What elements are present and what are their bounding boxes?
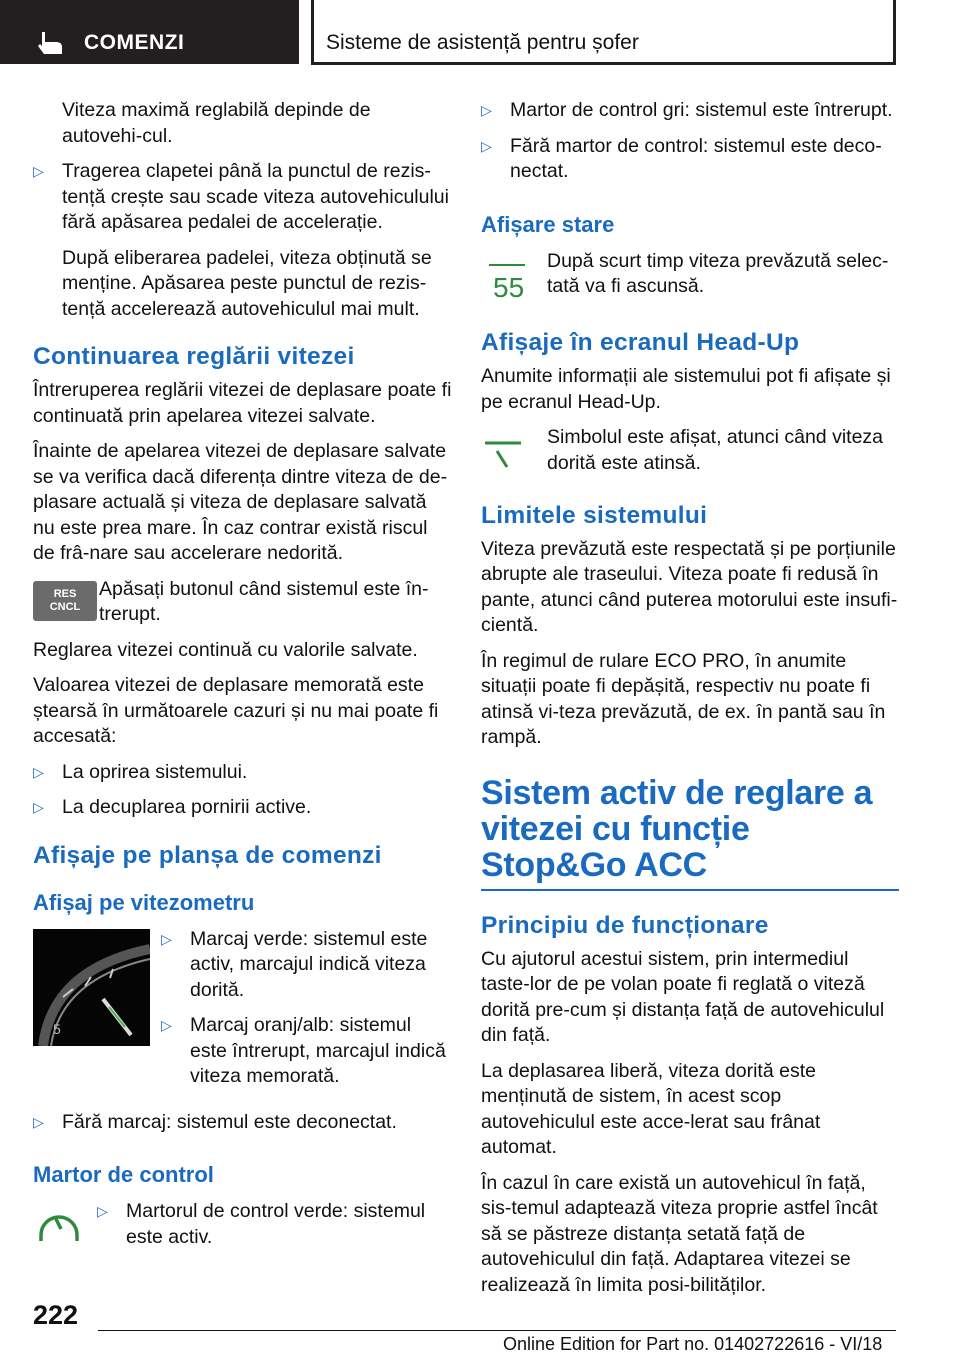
- bullet-triangle-icon: ▷: [481, 102, 492, 118]
- heading-continuare: Continuarea reglării vitezei: [33, 343, 355, 370]
- list-item: ▷ Martorul de control verde: sistemul este activ.: [97, 1200, 426, 1248]
- bullet-triangle-icon: ▷: [481, 137, 492, 154]
- paragraph: Viteza maximă reglabilă depinde de autovehi-cul.: [62, 99, 371, 147]
- icon-row-res: [33, 577, 453, 628]
- paragraph: În regimul de rulare ECO PRO, în anumite situații poate fi depășită, respectiv nu poate fi atinsă vi-teza prevăzută, de ex. în pantă sau în rampă.: [481, 649, 886, 748]
- status-description: După scurt timp viteza prevăzută selec-tată va fi ascunsă.: [547, 249, 889, 297]
- heading-stare: Afișare stare: [481, 211, 615, 237]
- svg-text:55: 55: [493, 271, 525, 301]
- paragraph: Reglarea vitezei continuă cu valorile salvate.: [33, 638, 418, 661]
- heading-martor: Martor de control: [33, 1162, 214, 1187]
- control-light-row: [33, 1199, 453, 1260]
- bullet-triangle-icon: ▷: [161, 1017, 172, 1033]
- bullet-triangle-icon: ▷: [33, 763, 44, 780]
- heading-principiu: Principiu de funcționare: [481, 911, 769, 939]
- paragraph: În cazul în care există un autovehicul în față, sis-temul adaptează viteza proprie astfel încât să se păstreze distanța setată față de autovehiculul din față. Adaptarea vitezei se realizează în limita posi-bilităților.: [481, 1171, 878, 1296]
- paragraph: După eliberarea padelei, viteza obținută se menține. Apăsarea peste punctul de rezis-tență accelerează autovehiculul mai mult.: [62, 246, 432, 320]
- list-item: ▷ Marcaj verde: sistemul este activ, marcajul indică viteza dorită.: [161, 927, 428, 1001]
- header-divider: [311, 0, 314, 64]
- list-item-text: Tragerea clapetei până la punctul de rezis-tență crește sau scade viteza autovehiculului fără apăsarea pedalei de accelerație.: [62, 160, 449, 233]
- headup-row: [481, 425, 899, 481]
- page-number: 222: [33, 1300, 79, 1330]
- status-row: [481, 249, 899, 309]
- paragraph: Anumite informații ale sistemului pot fi afișate și pe ecranul Head-Up.: [481, 365, 891, 413]
- page-header: [0, 0, 960, 66]
- list-item: ▷ Fără martor de control: sistemul este deco-nectat.: [481, 134, 882, 182]
- list-item: ▷ Fără marcaj: sistemul este deconectat.: [33, 1110, 453, 1136]
- heading-sistem-activ: Sistem activ de reglare a vitezei cu funcție Stop&Go ACC: [481, 775, 899, 891]
- list-item: ▷ Martor de control gri: sistemul este întrerupt.: [481, 98, 899, 124]
- bullet-triangle-icon: ▷: [33, 1113, 44, 1130]
- chapter-title: Sisteme de asistență pentru șofer: [326, 31, 639, 54]
- bullet-triangle-icon: ▷: [33, 163, 44, 179]
- header-underline: [311, 62, 896, 65]
- speedometer-row: [33, 927, 453, 1100]
- speed-55-icon: [481, 249, 545, 309]
- list-item: [33, 159, 453, 236]
- heading-vitezometru: Afișaj pe vitezometru: [33, 889, 255, 915]
- header-right-border: [893, 0, 896, 65]
- speedometer-image: [33, 927, 161, 1054]
- control-light-icon: [33, 1199, 97, 1255]
- right-column: [481, 98, 899, 1308]
- paragraph: Cu ajutorul acestui sistem, prin intermediul taste-lor de pe volan poate fi reglată o viteză dorită pre-cum și distanța față de autovehiculul din față.: [481, 947, 885, 1046]
- footer-rule: [98, 1330, 896, 1331]
- res-cncl-button-icon: RES CNCL: [33, 577, 97, 621]
- svg-text:5: 5: [53, 1020, 61, 1037]
- bullet-triangle-icon: ▷: [161, 930, 172, 947]
- list-item: ▷ La decuplarea pornirii active.: [33, 795, 453, 821]
- bullet-triangle-icon: ▷: [97, 1203, 108, 1219]
- heading-afisaje: Afișaje pe planșa de comenzi: [33, 841, 382, 869]
- section-tab: [0, 0, 299, 64]
- paragraph: Viteza prevăzută este respectată și pe porțiunile abrupte ale traseului. Viteza poate fi redusă în pante, atunci când puterea motorului este insufi-cientă.: [481, 537, 898, 636]
- bullet-triangle-icon: ▷: [33, 799, 44, 815]
- section-label: COMENZI: [84, 31, 185, 54]
- headup-symbol-icon: [481, 425, 545, 481]
- left-column: [33, 98, 453, 1270]
- res-description: Apăsați butonul când sistemul este în-trerupt.: [99, 577, 429, 625]
- hand-pointer-icon: [36, 30, 66, 56]
- paragraph: La deplasarea liberă, viteza dorită este menținută de sistem, în acest scop autovehiculul este acce-lerat sau frânat automat.: [481, 1059, 821, 1158]
- paragraph: Valoarea vitezei de deplasare memorată este ștearsă în următoarele cazuri și nu mai poate fi accesată:: [33, 674, 439, 747]
- heading-limite: Limitele sistemului: [481, 501, 708, 529]
- footer-edition: Online Edition for Part no. 01402722616 - VI/18: [503, 1334, 883, 1354]
- list-item: ▷ La oprirea sistemului.: [33, 760, 453, 786]
- paragraph: Înainte de apelarea vitezei de deplasare salvate se va verifica dacă diferența dintre viteza de de-plasare actuală și viteza de deplasare salvată nu este prea mare. În caz contrar există riscul de frâ-nare sau accelerare nedorită.: [33, 440, 448, 564]
- heading-headup: Afișaje în ecranul Head-Up: [481, 329, 800, 356]
- list-item: ▷ Marcaj oranj/alb: sistemul este întrerupt, marcajul indică viteza memorată.: [161, 1014, 446, 1087]
- headup-description: Simbolul este afișat, atunci când viteza dorită este atinsă.: [547, 426, 884, 474]
- paragraph: Întreruperea reglării vitezei de deplasare poate fi continuată prin apelarea vitezei salvate.: [33, 379, 452, 427]
